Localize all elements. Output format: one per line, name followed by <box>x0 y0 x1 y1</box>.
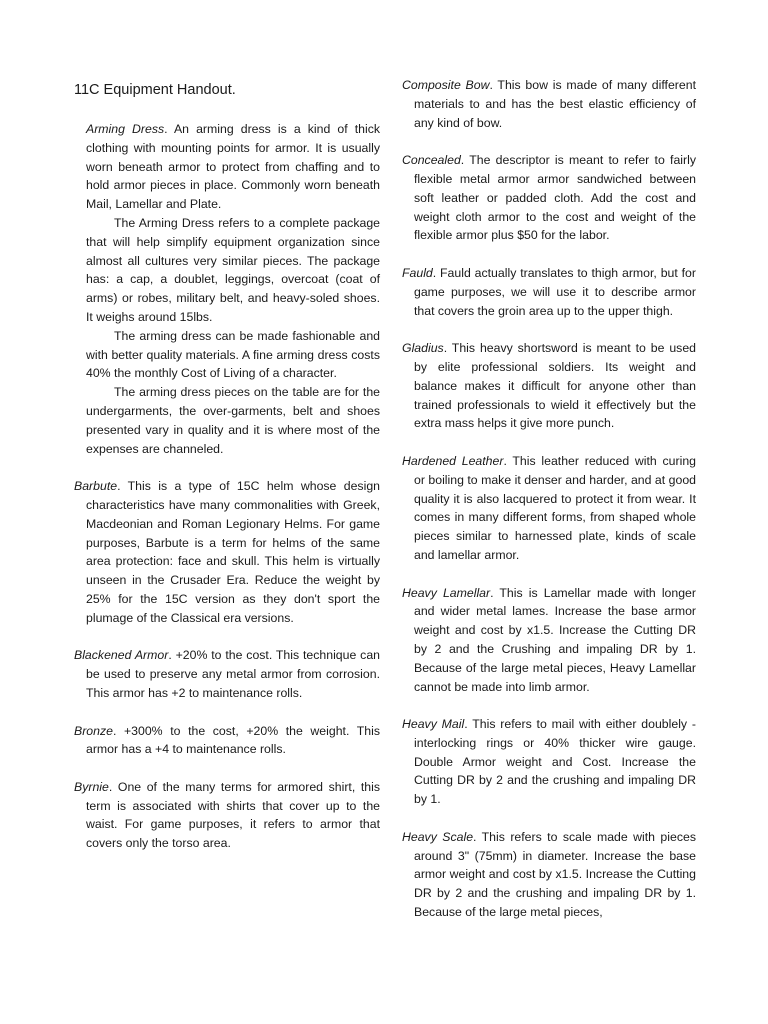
entry-term: Gladius <box>402 341 444 356</box>
entry-term: Bronze <box>74 723 113 738</box>
entry-term: Heavy Scale <box>402 829 474 844</box>
entry-text: . +300% to the cost, +20% the weight. This armor has a +4 to maintenance rolls. <box>86 723 380 757</box>
entry-term: Heavy Mail <box>402 717 465 732</box>
entry-heavy-lamellar <box>402 584 696 697</box>
entry-term: Blackened Armor <box>74 648 169 663</box>
entry-gladius <box>402 339 696 433</box>
entry-paragraph: The Arming Dress refers to a complete package that will help simplify equipment organization since almost all cultures very similar pieces. The package has: a cap, a doublet, leggings, overcoat (coat of arms) or robes, military belt, and heavy-soled shoes. It weighs around 15lbs. <box>86 215 380 324</box>
entry-byrnie <box>74 778 380 853</box>
entry-text: . This is a type of 15C helm whose design characteristics have many commonalities with Greek, Macdeonian and Roman Legionary Helms. For game purposes, Barbute is a term for helms of the same area protection: face and skull. This helm is virtually unseen in the Crusader Era. Reduce the weight by 25% for the 15C version as they don't sport the plumage of the Classical era versions. <box>86 479 380 625</box>
entry-term: Concealed <box>402 153 461 168</box>
entry-barbute <box>74 477 380 627</box>
entry-heavy-mail <box>402 715 696 809</box>
entry-fauld <box>402 264 696 320</box>
right-column <box>402 76 696 922</box>
entry-text: . One of the many terms for armored shirt, this term is associated with shirts that cover up to the waist. For game purposes, it refers to armor that covers only the torso area. <box>86 779 380 851</box>
left-column <box>74 76 380 872</box>
entry-heavy-scale <box>402 828 696 922</box>
entry-bronze <box>74 722 380 760</box>
entry-paragraph: The arming dress pieces on the table are for the undergarments, the over-garments, belt and shoes presented vary in quality and it is where most of the expenses are channeled. <box>86 385 380 456</box>
entry-term: Composite Bow <box>402 78 490 92</box>
entry-paragraph: The arming dress can be made fashionable and with better quality materials. A fine arming dress costs 40% the monthly Cost of Living of a character. <box>86 328 380 381</box>
entry-text: . Fauld actually translates to thigh armor, but for game purposes, we will use it to describe armor that covers the groin area up to the upper thigh. <box>414 265 696 318</box>
entry-text: . +20% to the cost. This technique can be used to preserve any metal armor from corrosion. This armor has +2 to maintenance rolls. <box>86 648 380 700</box>
entry-text: . This refers to scale made with pieces around 3" (75mm) in diameter. Increase the base armor weight and cost by x1.5. Increase the Cutting DR by 2 and the crushing and impaling DR by 1. Because of the large metal pieces, <box>414 829 696 920</box>
entry-text: . This heavy shortsword is meant to be used by elite professional soldiers. Its weight and balance makes it difficult for anyone other than trained professionals to wield it effectively but the extra mass helps it give more punch. <box>414 341 696 431</box>
entry-text: . This is Lamellar made with longer and wider metal lames. Increase the base armor weight and cost by x1.5. Increase the Cutting DR by 2 and the Crushing and impaling DR by 1. Because of the large metal pieces, Heavy Lamellar cannot be made into limb armor. <box>414 585 696 694</box>
entry-term: Barbute <box>74 479 118 494</box>
entry-hardened-leather <box>402 452 696 565</box>
entry-text: . This leather reduced with curing or boiling to make it denser and harder, and at good quality it is also lacquered to protect it from wear. It comes in many different forms, from shaped whole pieces similar to harnessed plate, kinds of scale and lamellar armor. <box>414 453 697 562</box>
entry-text: . The descriptor is meant to refer to fairly flexible metal armor armor sandwiched between soft leather or padded cloth. Add the cost and weight cloth armor to the cost and weight of the flexible armor plus $50 for the labor. <box>414 153 696 243</box>
entry-text: . An arming dress is a kind of thick clothing with mounting points for armor. It is usually worn beneath armor to protect from chaffing and to hold armor pieces in place. Commonly worn beneath Mail, Lamellar and Plate. <box>86 122 380 212</box>
entry-term: Fauld <box>402 265 433 280</box>
entry-blackened-armor <box>74 646 380 702</box>
entry-arming-dress <box>74 120 380 458</box>
entry-composite-bow <box>402 76 696 132</box>
entry-term: Byrnie <box>74 779 109 794</box>
entry-text: . This refers to mail with either doublely -interlocking rings or 40% thicker wire gauge. Double Armor weight and Cost. Increase the Cutting DR by 2 and the crushing and impaling DR by 1. <box>414 717 696 807</box>
entry-term: Hardened Leather <box>402 453 504 468</box>
entry-concealed <box>402 151 696 245</box>
entry-text: . This bow is made of many different materials to and has the best elastic efficiency of any kind of bow. <box>414 78 696 130</box>
document-title: 11C Equipment Handout. <box>74 82 236 98</box>
entry-term: Heavy Lamellar <box>402 585 491 600</box>
entry-term: Arming Dress <box>86 122 165 136</box>
